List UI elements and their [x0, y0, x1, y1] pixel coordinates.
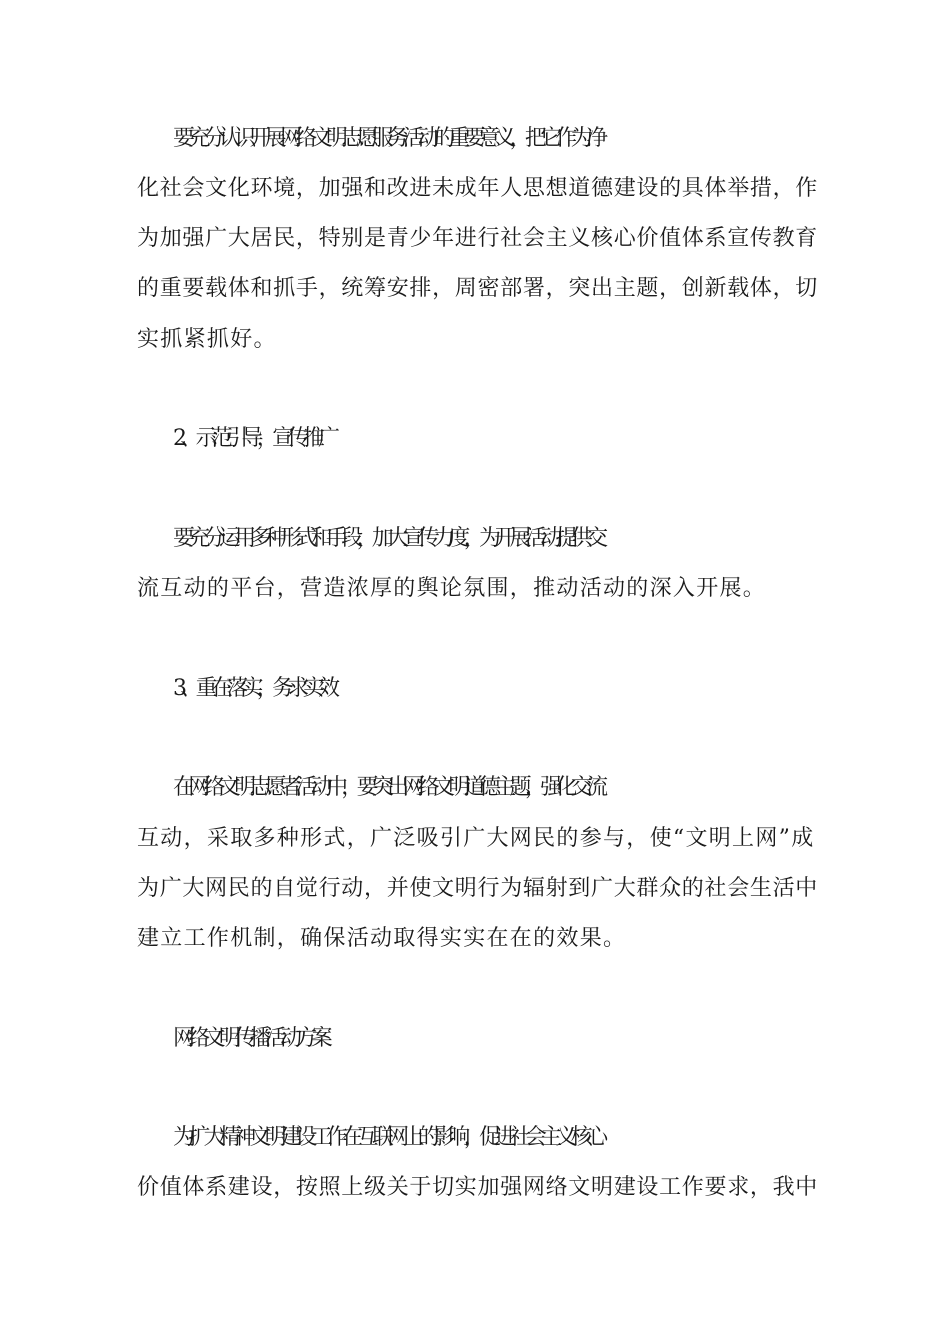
paragraph-4-line-2: 价值体系建设，按照上级关于切实加强网络文明建设工作要求，我中: [137, 1175, 819, 1200]
paragraph-3-line-1: 在网络文明志愿者活动中，要突出网络文明道德主题，强化交流: [173, 775, 602, 800]
paragraph-3-line-2: 互动，采取多种形式，广泛吸引广大网民的参与，使“文明上网”成: [137, 826, 815, 851]
paragraph-1-line-1: 要充分认识开展网络文明志愿服务活动的重要意义，把它作为净: [173, 126, 602, 151]
paragraph-3-line-4: 建立工作机制，确保活动取得实实在在的效果。: [137, 926, 627, 951]
paragraph-4-line-1: 为扩大精神文明建设工作在互联网上的影响，促进社会主义核心: [173, 1125, 602, 1150]
paragraph-2-line-2: 流互动的平台，营造浓厚的舆论氛围，推动活动的深入开展。: [137, 576, 767, 601]
paragraph-1-line-3: 为加强广大居民，特别是青少年进行社会主义核心价值体系宣传教育: [137, 226, 819, 251]
paragraph-1-line-2: 化社会文化环境，加强和改进未成年人思想道德建设的具体举措，作: [137, 176, 819, 201]
section-heading-3: 3、重在落实，务求实效: [173, 676, 334, 701]
section-heading-2: 2、示范引导，宣传推广: [173, 426, 334, 451]
plan-title: 网络文明传播活动方案: [173, 1026, 327, 1051]
paragraph-2-line-1: 要充分运用多种形式和手段，加大宣传力度，为开展活动提供交: [173, 526, 602, 551]
paragraph-1-line-5: 实抓紧抓好。: [137, 327, 277, 352]
paragraph-3-line-3: 为广大网民的自觉行动，并使文明行为辐射到广大群众的社会生活中: [137, 876, 819, 901]
paragraph-1-line-4: 的重要载体和抓手，统筹安排，周密部署，突出主题，创新载体，切: [137, 276, 819, 301]
